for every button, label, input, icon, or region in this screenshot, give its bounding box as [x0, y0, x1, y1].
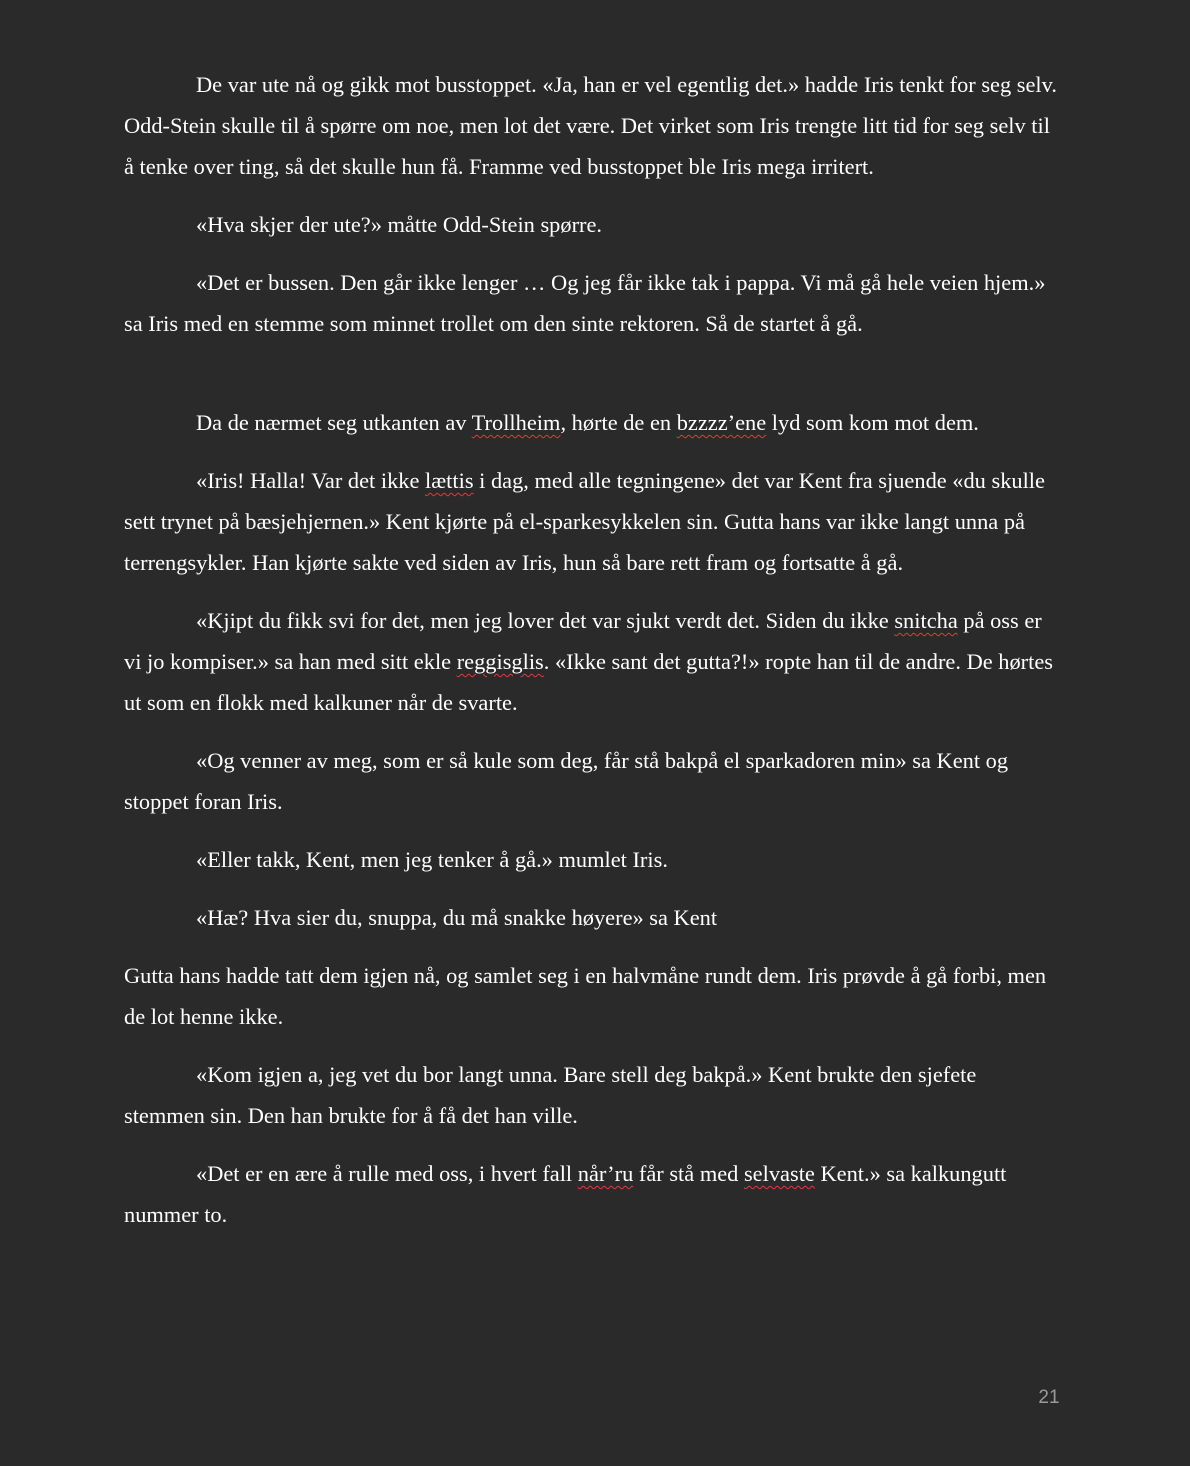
paragraph-text: «Hæ? Hva sier du, snuppa, du må snakke høyere» sa Kent [196, 905, 718, 930]
paragraph [124, 402, 1059, 443]
misspelled-word: snitcha [894, 608, 958, 633]
paragraph-text: . «Ikke sant det gutta?!» ropte han til de andre. De hørtes ut som en flokk med kalkuner når de svarte. [124, 649, 1053, 715]
paragraph-text: Kent.» sa kalkungutt nummer to. [124, 1161, 1007, 1227]
paragraph-text: «Kom igjen a, jeg vet du bor langt unna. Bare stell deg bakpå.» Kent brukte den sjefete stemmen sin. Den han brukte for å få det han ville. [124, 1062, 977, 1128]
paragraph-text: «Det er bussen. Den går ikke lenger … Og jeg får ikke tak i pappa. Vi må gå hele veien hjem.» sa Iris med en stemme som minnet trollet om den sinte rektoren. Så de startet å gå. [124, 270, 1046, 336]
paragraph-text: «Og venner av meg, som er så kule som deg, får stå bakpå el sparkadoren min» sa Kent og stoppet foran Iris. [124, 748, 1009, 814]
paragraph-text: i dag, med alle tegningene» det var Kent fra sjuende «du skulle sett trynet på bæsjehjernen.» Kent kjørte på el-sparkesykkelen sin. Gutta hans var ikke langt unna på terrengsykler. Han kjørte sakte ved siden av Iris, hun så bare rett fram og fortsatte å gå. [124, 468, 1045, 575]
paragraph-text: Da de nærmet seg utkanten av [196, 410, 472, 435]
paragraph [124, 460, 1059, 583]
document-body[interactable] [124, 64, 1059, 1252]
paragraph [124, 600, 1059, 723]
paragraph [124, 897, 1059, 938]
paragraph [124, 1054, 1059, 1136]
paragraph-text: får stå med [633, 1161, 744, 1186]
paragraph-text: «Kjipt du fikk svi for det, men jeg lover det var sjukt verdt det. Siden du ikke [196, 608, 895, 633]
paragraph [124, 955, 1059, 1037]
misspelled-word: lættis [425, 468, 474, 493]
paragraph [124, 64, 1059, 187]
misspelled-word: selvaste [743, 1161, 815, 1186]
paragraph-text: på oss er vi jo kompiser.» sa han med sitt ekle [124, 608, 1042, 674]
paragraph [124, 740, 1059, 822]
paragraph-text: De var ute nå og gikk mot busstoppet. «Ja, han er vel egentlig det.» hadde Iris tenkt for seg selv. Odd-Stein skulle til å spørre om noe, men lot det være. Det virket som Iris trengte litt tid for seg selv til å tenke over ting, så det skulle hun få. Framme ved busstoppet ble Iris mega irritert. [124, 72, 1057, 179]
paragraph-text: «Det er en ære å rulle med oss, i hvert fall [196, 1161, 578, 1186]
misspelled-word: reggisglis [456, 649, 544, 674]
paragraph-text: «Hva skjer der ute?» måtte Odd-Stein spørre. [196, 212, 603, 237]
paragraph-text: «Iris! Halla! Var det ikke [196, 468, 426, 493]
paragraph-text: lyd som kom mot dem. [766, 410, 979, 435]
paragraph [124, 1153, 1059, 1235]
paragraph [124, 204, 1059, 245]
page-number: 21 [1038, 1387, 1060, 1408]
misspelled-word: Trollheim [471, 410, 561, 435]
paragraph [124, 839, 1059, 880]
paragraph [124, 262, 1059, 344]
paragraph-text: Gutta hans hadde tatt dem igjen nå, og samlet seg i en halvmåne rundt dem. Iris prøvde å gå forbi, men de lot henne ikke. [124, 963, 1047, 1029]
misspelled-word: bzzzz’ene [676, 410, 767, 435]
paragraph-text: , hørte de en [560, 410, 677, 435]
paragraph-text: «Eller takk, Kent, men jeg tenker å gå.» mumlet Iris. [196, 847, 668, 872]
misspelled-word: når’ru [577, 1161, 634, 1186]
